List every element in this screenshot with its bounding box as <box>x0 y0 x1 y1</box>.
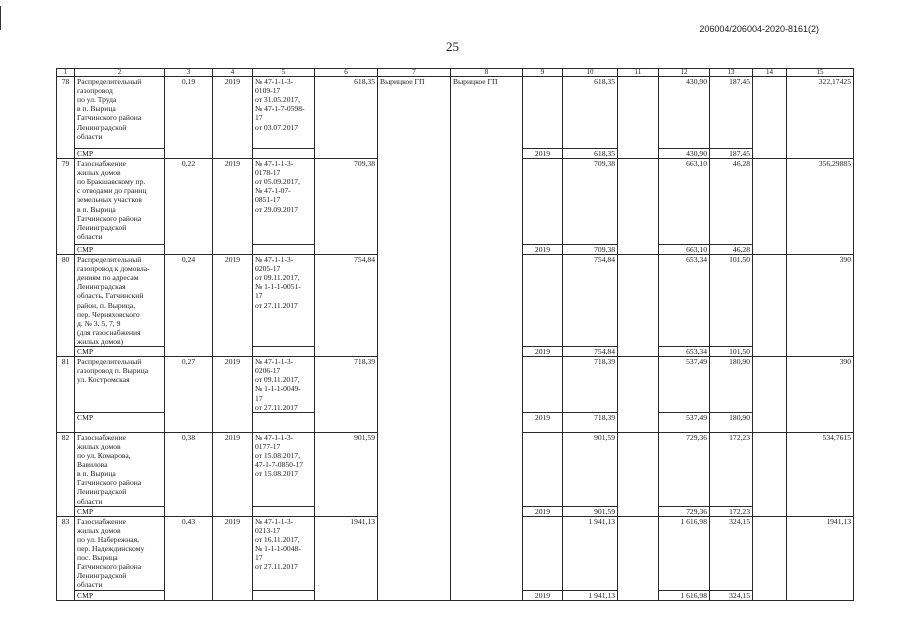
smr-label: СМР <box>75 149 165 159</box>
smr-docs-empty <box>253 149 315 159</box>
col12-value: 1 616,98 <box>659 516 710 590</box>
permit-docs-line: от 27.11.2017 <box>255 402 298 412</box>
permit-docs <box>253 255 315 347</box>
cost-value: 718,39 <box>315 357 378 433</box>
object-name-line: область, Гатчинский <box>77 291 144 301</box>
object-name-line: жилых домов <box>77 441 121 451</box>
length-value: 0,19 <box>165 77 213 159</box>
length-value: 0,22 <box>165 159 213 255</box>
object-name-line: земельных участков <box>77 195 143 205</box>
permit-docs <box>253 357 315 413</box>
object-name-line: Ленинградской <box>77 487 127 497</box>
smr-year: 2019 <box>523 412 563 432</box>
row-number: 83 <box>57 516 75 600</box>
col11-empty <box>618 357 659 433</box>
col10-value: 901,59 <box>563 432 618 506</box>
object-name-line: Распределительный <box>77 255 142 264</box>
permit-docs-line: 47-1-7-0850-17 <box>255 460 304 470</box>
object-name-line: Гатчинского района <box>77 562 142 572</box>
col13-value: 101,50 <box>710 255 753 347</box>
col14-empty <box>753 516 787 600</box>
smr-docs-empty <box>253 506 315 516</box>
permit-docs-line: от 31.05.2017, <box>255 95 300 105</box>
col11-empty <box>618 255 659 357</box>
col14-empty <box>753 159 787 255</box>
permit-docs <box>253 77 315 149</box>
object-name-line: области <box>77 580 103 590</box>
object-name-line: Распределительный <box>77 77 142 86</box>
object-name <box>75 516 165 590</box>
col12-value: 430,90 <box>659 77 710 149</box>
cost-value: 709,38 <box>315 159 378 255</box>
col12-value: 663,10 <box>659 159 710 245</box>
col12-value: 537,49 <box>659 357 710 413</box>
object-name-line: Ленинградская <box>77 282 126 292</box>
object-name-line: жилых домов <box>77 525 121 535</box>
object-name-line: пос. Вырица <box>77 553 118 563</box>
object-name-line: по ул. Комарова, <box>77 450 131 460</box>
length-value: 0,27 <box>165 357 213 433</box>
smr-year: 2019 <box>523 245 563 255</box>
col9-empty <box>523 159 563 245</box>
col10-value: 754,84 <box>563 255 618 347</box>
permit-docs-line: 0206-17 <box>255 366 281 376</box>
object-name-line: области <box>77 231 103 241</box>
permit-docs <box>253 432 315 506</box>
col13-value: 172,23 <box>710 432 753 506</box>
column-header-14: 14 <box>753 69 787 77</box>
object-name-line: газопровод п. Вырица <box>77 366 149 376</box>
object-name-line: в п. Вырица <box>77 469 116 479</box>
col10-value: 618,35 <box>563 77 618 149</box>
smr-label: СМР <box>75 412 165 432</box>
col12-value: 729,36 <box>659 432 710 506</box>
permit-docs-line: от 27.11.2017 <box>255 562 298 572</box>
table-row <box>57 77 854 149</box>
permit-docs-line: 0213-17 <box>255 525 281 535</box>
col14-empty <box>753 432 787 516</box>
settlement-col8: Вырицкое ГП <box>451 77 523 601</box>
object-name-line: жилых домов <box>77 168 121 178</box>
length-value: 0,38 <box>165 432 213 516</box>
smr-label: СМР <box>75 245 165 255</box>
column-header-3: 3 <box>165 69 213 77</box>
col15-value: 1941,13 <box>787 516 854 600</box>
col9-empty <box>523 255 563 347</box>
permit-docs-line: № 47-1-1-3- <box>255 159 294 168</box>
object-name-line: дениям по адресам <box>77 273 139 283</box>
permit-docs-line: от 29.09.2017 <box>255 204 299 214</box>
col11-empty <box>618 432 659 516</box>
object-name-line: Распределительный <box>77 357 142 367</box>
col9-empty <box>523 516 563 590</box>
column-header-2: 2 <box>75 69 165 77</box>
year-value: 2019 <box>213 255 253 357</box>
object-name-line: (для газоснабжения <box>77 327 141 337</box>
column-header-7: 7 <box>378 69 451 77</box>
length-value: 0,24 <box>165 255 213 357</box>
smr-year: 2019 <box>523 506 563 516</box>
object-name-line: район, п. Вырица, <box>77 300 136 310</box>
permit-docs-line: № 1-1-1-0051- <box>255 282 301 292</box>
smr-col10: 718,39 <box>563 412 618 432</box>
permit-docs-line: № 47-1-1-3- <box>255 77 294 86</box>
year-value: 2019 <box>213 516 253 600</box>
permit-docs-line: 0851-17 <box>255 195 281 205</box>
smr-col12: 663,10 <box>659 245 710 255</box>
year-value: 2019 <box>213 432 253 516</box>
object-name-line: пер. Черняховского <box>77 309 140 319</box>
col15-value: 322,17425 <box>787 77 854 159</box>
object-name-line: Газоснабжение <box>77 432 127 442</box>
permit-docs-line: № 47-1-1-3- <box>255 255 294 264</box>
year-value: 2019 <box>213 357 253 433</box>
column-header-11: 11 <box>618 69 659 77</box>
col14-empty <box>753 255 787 357</box>
smr-label: СМР <box>75 506 165 516</box>
permit-docs-line: 17 <box>255 393 263 403</box>
row-number: 78 <box>57 77 75 159</box>
object-name-line: Гатчинского района <box>77 213 142 223</box>
object-name-line: жилых домов) <box>77 336 124 346</box>
object-name <box>75 255 165 347</box>
permit-docs-line: 0109-17 <box>255 86 281 96</box>
smr-col12: 1 616,98 <box>659 590 710 600</box>
col10-value: 709,38 <box>563 159 618 245</box>
col9-empty <box>523 357 563 413</box>
object-name-line: Газоснабжение <box>77 159 127 168</box>
row-number: 81 <box>57 357 75 433</box>
length-value: 0,43 <box>165 516 213 600</box>
permit-docs-line: 17 <box>255 291 263 301</box>
cost-value: 754,84 <box>315 255 378 357</box>
permit-docs-line: № 1-1-1-0049- <box>255 384 301 394</box>
col15-value: 390 <box>787 255 854 357</box>
permit-docs-line: от 09.11.2017, <box>255 273 300 283</box>
smr-col10: 901,59 <box>563 506 618 516</box>
permit-docs-line: 0178-17 <box>255 168 281 178</box>
permit-docs-line: от 03.07.2017 <box>255 122 299 132</box>
col10-value: 1 941,13 <box>563 516 618 590</box>
object-name-line: пер. Надеждинскому <box>77 543 145 553</box>
column-header-15: 15 <box>787 69 854 77</box>
col13-value: 46,28 <box>710 159 753 245</box>
column-header-5: 5 <box>253 69 315 77</box>
page-number: 25 <box>446 39 459 54</box>
object-name <box>75 77 165 149</box>
object-name-line: по ул. Труда <box>77 95 117 105</box>
smr-year: 2019 <box>523 590 563 600</box>
smr-docs-empty <box>253 347 315 357</box>
col13-value: 180,90 <box>710 357 753 413</box>
permit-docs-line: № 1-1-1-0048- <box>255 543 301 553</box>
smr-col10: 618,35 <box>563 149 618 159</box>
column-header-9: 9 <box>523 69 563 77</box>
col12-value: 653,34 <box>659 255 710 347</box>
year-value: 2019 <box>213 159 253 255</box>
permit-docs-line: от 15.08.2017, <box>255 450 300 460</box>
permit-docs-line: от 05.09.2017, <box>255 177 300 187</box>
column-header-4: 4 <box>213 69 253 77</box>
permit-docs-line: 17 <box>255 113 263 123</box>
page-edge-line <box>0 6 1 30</box>
col15-value: 390 <box>787 357 854 433</box>
smr-col13: 180,90 <box>710 412 753 432</box>
settlement-col7: Вырицкое ГП <box>378 77 451 601</box>
col10-value: 718,39 <box>563 357 618 413</box>
permit-docs <box>253 516 315 590</box>
object-name-line: Гатчинского района <box>77 478 142 488</box>
col9-empty <box>523 77 563 149</box>
col15-value: 534,7615 <box>787 432 854 516</box>
object-name-line: газопровод к домовла- <box>77 264 150 274</box>
smr-col12: 537,49 <box>659 412 710 432</box>
row-number: 79 <box>57 159 75 255</box>
permit-docs-line: № 47-1-07- <box>255 186 291 196</box>
smr-col13: 324,15 <box>710 590 753 600</box>
smr-col13: 46,28 <box>710 245 753 255</box>
column-header-12: 12 <box>659 69 710 77</box>
permit-docs-line: № 47-1-7-0598- <box>255 104 305 114</box>
permit-docs-line: № 47-1-1-3- <box>255 357 294 367</box>
smr-col13: 101,50 <box>710 347 753 357</box>
smr-col10: 754,84 <box>563 347 618 357</box>
object-name-line: Гатчинского района <box>77 113 142 123</box>
permit-docs-line: от 27.11.2017 <box>255 300 298 310</box>
permit-docs-line: от 16.11.2017, <box>255 534 300 544</box>
permit-docs-line: 17 <box>255 553 263 563</box>
permit-docs-line: от 15.08.2017 <box>255 469 299 479</box>
column-header-1: 1 <box>57 69 75 77</box>
object-name-line: в п. Вырица <box>77 204 116 214</box>
col15-value: 356,29885 <box>787 159 854 255</box>
object-name-line: области <box>77 131 103 141</box>
cost-value: 901,59 <box>315 432 378 516</box>
object-name-line: Газоснабжение <box>77 516 127 526</box>
column-header-8: 8 <box>451 69 523 77</box>
column-header-6: 6 <box>315 69 378 77</box>
object-name-line: Ленинградской <box>77 122 127 132</box>
permit-docs <box>253 159 315 245</box>
column-header-13: 13 <box>710 69 753 77</box>
col13-value: 187,45 <box>710 77 753 149</box>
column-number-header-row <box>57 69 854 77</box>
object-name-line: газопровод <box>77 86 113 96</box>
col13-value: 324,15 <box>710 516 753 590</box>
row-number: 80 <box>57 255 75 357</box>
object-name-line: д. № 3, 5, 7, 9 <box>77 318 121 328</box>
object-name-line: Ленинградской <box>77 222 127 232</box>
object-name <box>75 357 165 413</box>
object-name-line: в п. Вырица <box>77 104 116 114</box>
permit-docs-line: № 47-1-1-3- <box>255 516 294 526</box>
cost-value: 618,35 <box>315 77 378 159</box>
smr-col10: 1 941,13 <box>563 590 618 600</box>
cost-value: 1941,13 <box>315 516 378 600</box>
smr-col10: 709,38 <box>563 245 618 255</box>
smr-col12: 430,90 <box>659 149 710 159</box>
smr-year: 2019 <box>523 149 563 159</box>
smr-label: СМР <box>75 347 165 357</box>
col11-empty <box>618 77 659 159</box>
smr-col12: 653,34 <box>659 347 710 357</box>
permit-docs-line: от 09.11.2017, <box>255 375 300 385</box>
smr-label: СМР <box>75 590 165 600</box>
permit-docs-line: 0205-17 <box>255 264 281 274</box>
smr-year: 2019 <box>523 347 563 357</box>
data-table <box>56 68 854 601</box>
object-name <box>75 432 165 506</box>
object-name <box>75 159 165 245</box>
object-name-line: по ул. Набережная, <box>77 534 140 544</box>
col11-empty <box>618 516 659 600</box>
object-name-line: ул. Костромская <box>77 375 130 385</box>
col14-empty <box>753 77 787 159</box>
smr-docs-empty <box>253 590 315 600</box>
smr-col13: 187,45 <box>710 149 753 159</box>
col14-empty <box>753 357 787 433</box>
document-number: 206004/206004-2020-8161(2) <box>699 24 819 34</box>
col11-empty <box>618 159 659 255</box>
object-name-line: с отводами до границ <box>77 186 147 196</box>
permit-docs-line: № 47-1-1-3- <box>255 432 294 442</box>
year-value: 2019 <box>213 77 253 159</box>
col9-empty <box>523 432 563 506</box>
column-header-10: 10 <box>563 69 618 77</box>
row-number: 82 <box>57 432 75 516</box>
permit-docs-line: 0177-17 <box>255 441 281 451</box>
object-name-line: Ленинградской <box>77 571 127 581</box>
object-name-line: области <box>77 496 103 506</box>
object-name-line: Вавилова <box>77 460 108 470</box>
smr-docs-empty <box>253 245 315 255</box>
smr-docs-empty <box>253 412 315 432</box>
object-name-line: по Бракшавскому пр. <box>77 177 146 187</box>
smr-col12: 729,36 <box>659 506 710 516</box>
smr-col13: 172,23 <box>710 506 753 516</box>
